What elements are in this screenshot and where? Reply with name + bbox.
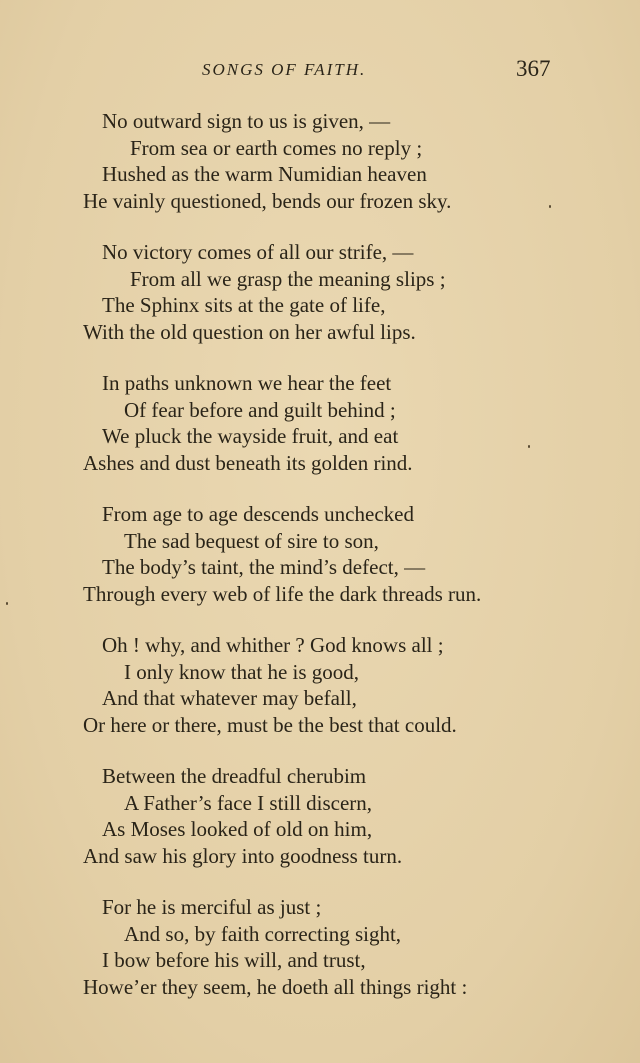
poem-line: In paths unknown we hear the feet (102, 371, 392, 395)
poem-line: Howe’er they seem, he doeth all things right : (83, 974, 468, 999)
poem-line: A Father’s face I still discern, (124, 790, 373, 815)
poem-line: From sea or earth comes no reply ; (130, 135, 423, 160)
poem-line: I bow before his will, and trust, (102, 948, 366, 972)
page-header (0, 56, 640, 86)
poem-line: As Moses looked of old on him, (102, 817, 373, 841)
poem-line: We pluck the wayside fruit, and eat (102, 424, 399, 448)
poem-line: Through every web of life the dark threads run. (83, 581, 482, 606)
stanza (0, 108, 640, 214)
poem-line: From all we grasp the meaning slips ; (130, 266, 446, 291)
stanza (0, 763, 640, 869)
poem-line: Between the dreadful cherubim (102, 764, 367, 788)
running-head: SONGS OF FAITH. (202, 60, 367, 79)
poem-line: Or here or there, must be the best that could. (83, 712, 457, 737)
poem-line: I only know that he is good, (124, 659, 360, 684)
poem-line: The sad bequest of sire to son, (124, 528, 379, 553)
poem-line: He vainly questioned, bends our frozen sky. (83, 188, 452, 213)
poem-line: With the old question on her awful lips. (83, 319, 416, 344)
poem-line: The body’s taint, the mind’s defect, — (102, 555, 426, 579)
stanza (0, 501, 640, 607)
poem-line: And that whatever may befall, (102, 686, 357, 710)
poem-line: For he is merciful as just ; (102, 895, 322, 919)
poem-line: And so, by faith correcting sight, (124, 921, 402, 946)
poem-line: Hushed as the warm Numidian heaven (102, 162, 427, 186)
stanza (0, 894, 640, 1000)
stanza (0, 370, 640, 476)
stanza (0, 239, 640, 345)
stanza (0, 632, 640, 738)
poem (0, 108, 640, 1025)
paper-speck (528, 445, 530, 448)
poem-line: The Sphinx sits at the gate of life, (102, 293, 386, 317)
poem-line: Ashes and dust beneath its golden rind. (83, 450, 413, 475)
poem-line: No victory comes of all our strife, — (102, 240, 414, 264)
poem-line: Of fear before and guilt behind ; (124, 397, 396, 422)
page-number: 367 (516, 56, 551, 81)
paper-speck (549, 205, 551, 208)
poem-line: From age to age descends unchecked (102, 502, 414, 526)
poem-line: Oh ! why, and whither ? God knows all ; (102, 633, 444, 657)
paper-speck (6, 602, 8, 605)
poem-line: No outward sign to us is given, — (102, 109, 391, 133)
poem-line: And saw his glory into goodness turn. (83, 843, 403, 868)
